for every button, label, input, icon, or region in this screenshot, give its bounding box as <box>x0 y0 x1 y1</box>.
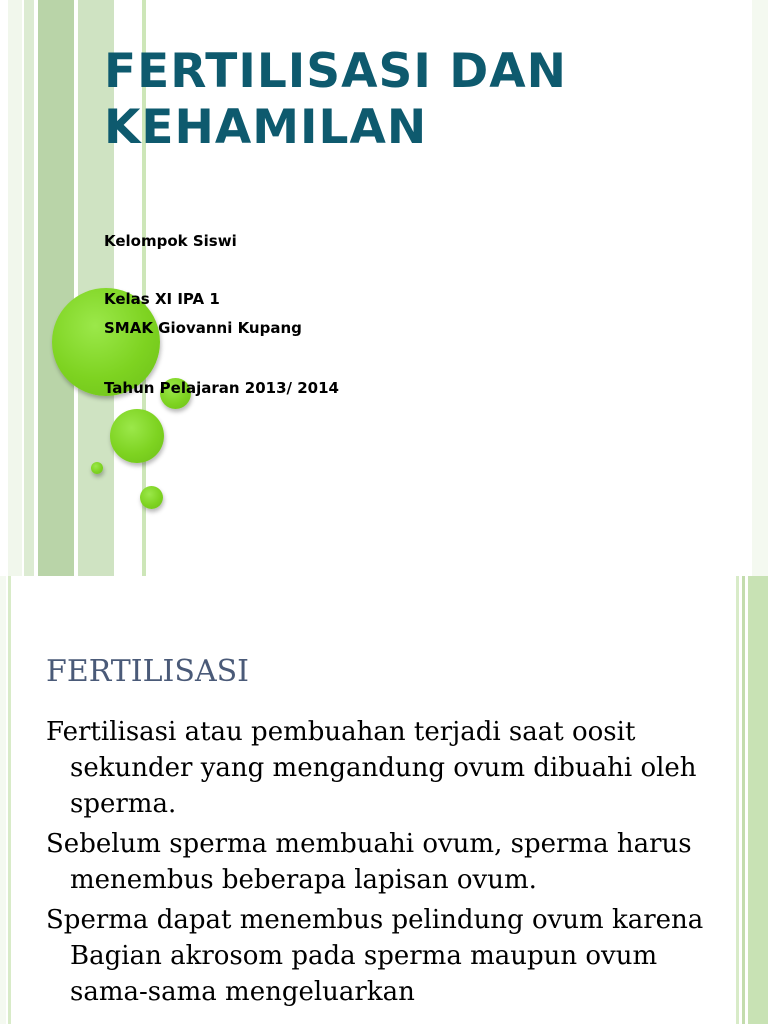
slide-title <box>104 44 567 156</box>
title-line: KEHAMILAN <box>104 100 428 155</box>
decorative-circle <box>91 462 103 474</box>
list-item: Fertilisasi atau pembuahan terjadi saat oosit sekunder yang mengandung ovum dibuahi oleh sperma. <box>46 717 697 819</box>
decorative-circle <box>140 486 163 509</box>
decorative-stripe <box>742 576 745 1024</box>
decorative-stripe <box>736 576 739 1024</box>
decorative-stripe <box>748 576 768 1024</box>
subtitle-school: SMAK Giovanni Kupang <box>104 319 302 337</box>
title-line: FERTILISASI DAN <box>104 44 567 99</box>
section-heading: FERTILISASI <box>46 654 250 689</box>
decorative-stripe <box>38 0 74 576</box>
decorative-stripe <box>8 0 22 576</box>
list-item: Sperma dapat menembus pelindung ovum karena Bagian akrosom pada sperma maupun ovum sama-sama mengeluarkan <box>46 905 704 1007</box>
decorative-stripe <box>752 0 768 576</box>
subtitle-group: Kelompok Siswi <box>104 232 237 250</box>
decorative-stripe <box>8 576 11 1024</box>
decorative-stripe <box>24 0 34 576</box>
list-item: Sebelum sperma membuahi ovum, sperma harus menembus beberapa lapisan ovum. <box>46 829 692 895</box>
decorative-stripe <box>0 576 6 1024</box>
decorative-circle <box>110 409 164 463</box>
bullet-list <box>46 714 736 1014</box>
subtitle-class: Kelas XI IPA 1 <box>104 290 220 308</box>
subtitle-year: Tahun Pelajaran 2013/ 2014 <box>104 379 339 397</box>
